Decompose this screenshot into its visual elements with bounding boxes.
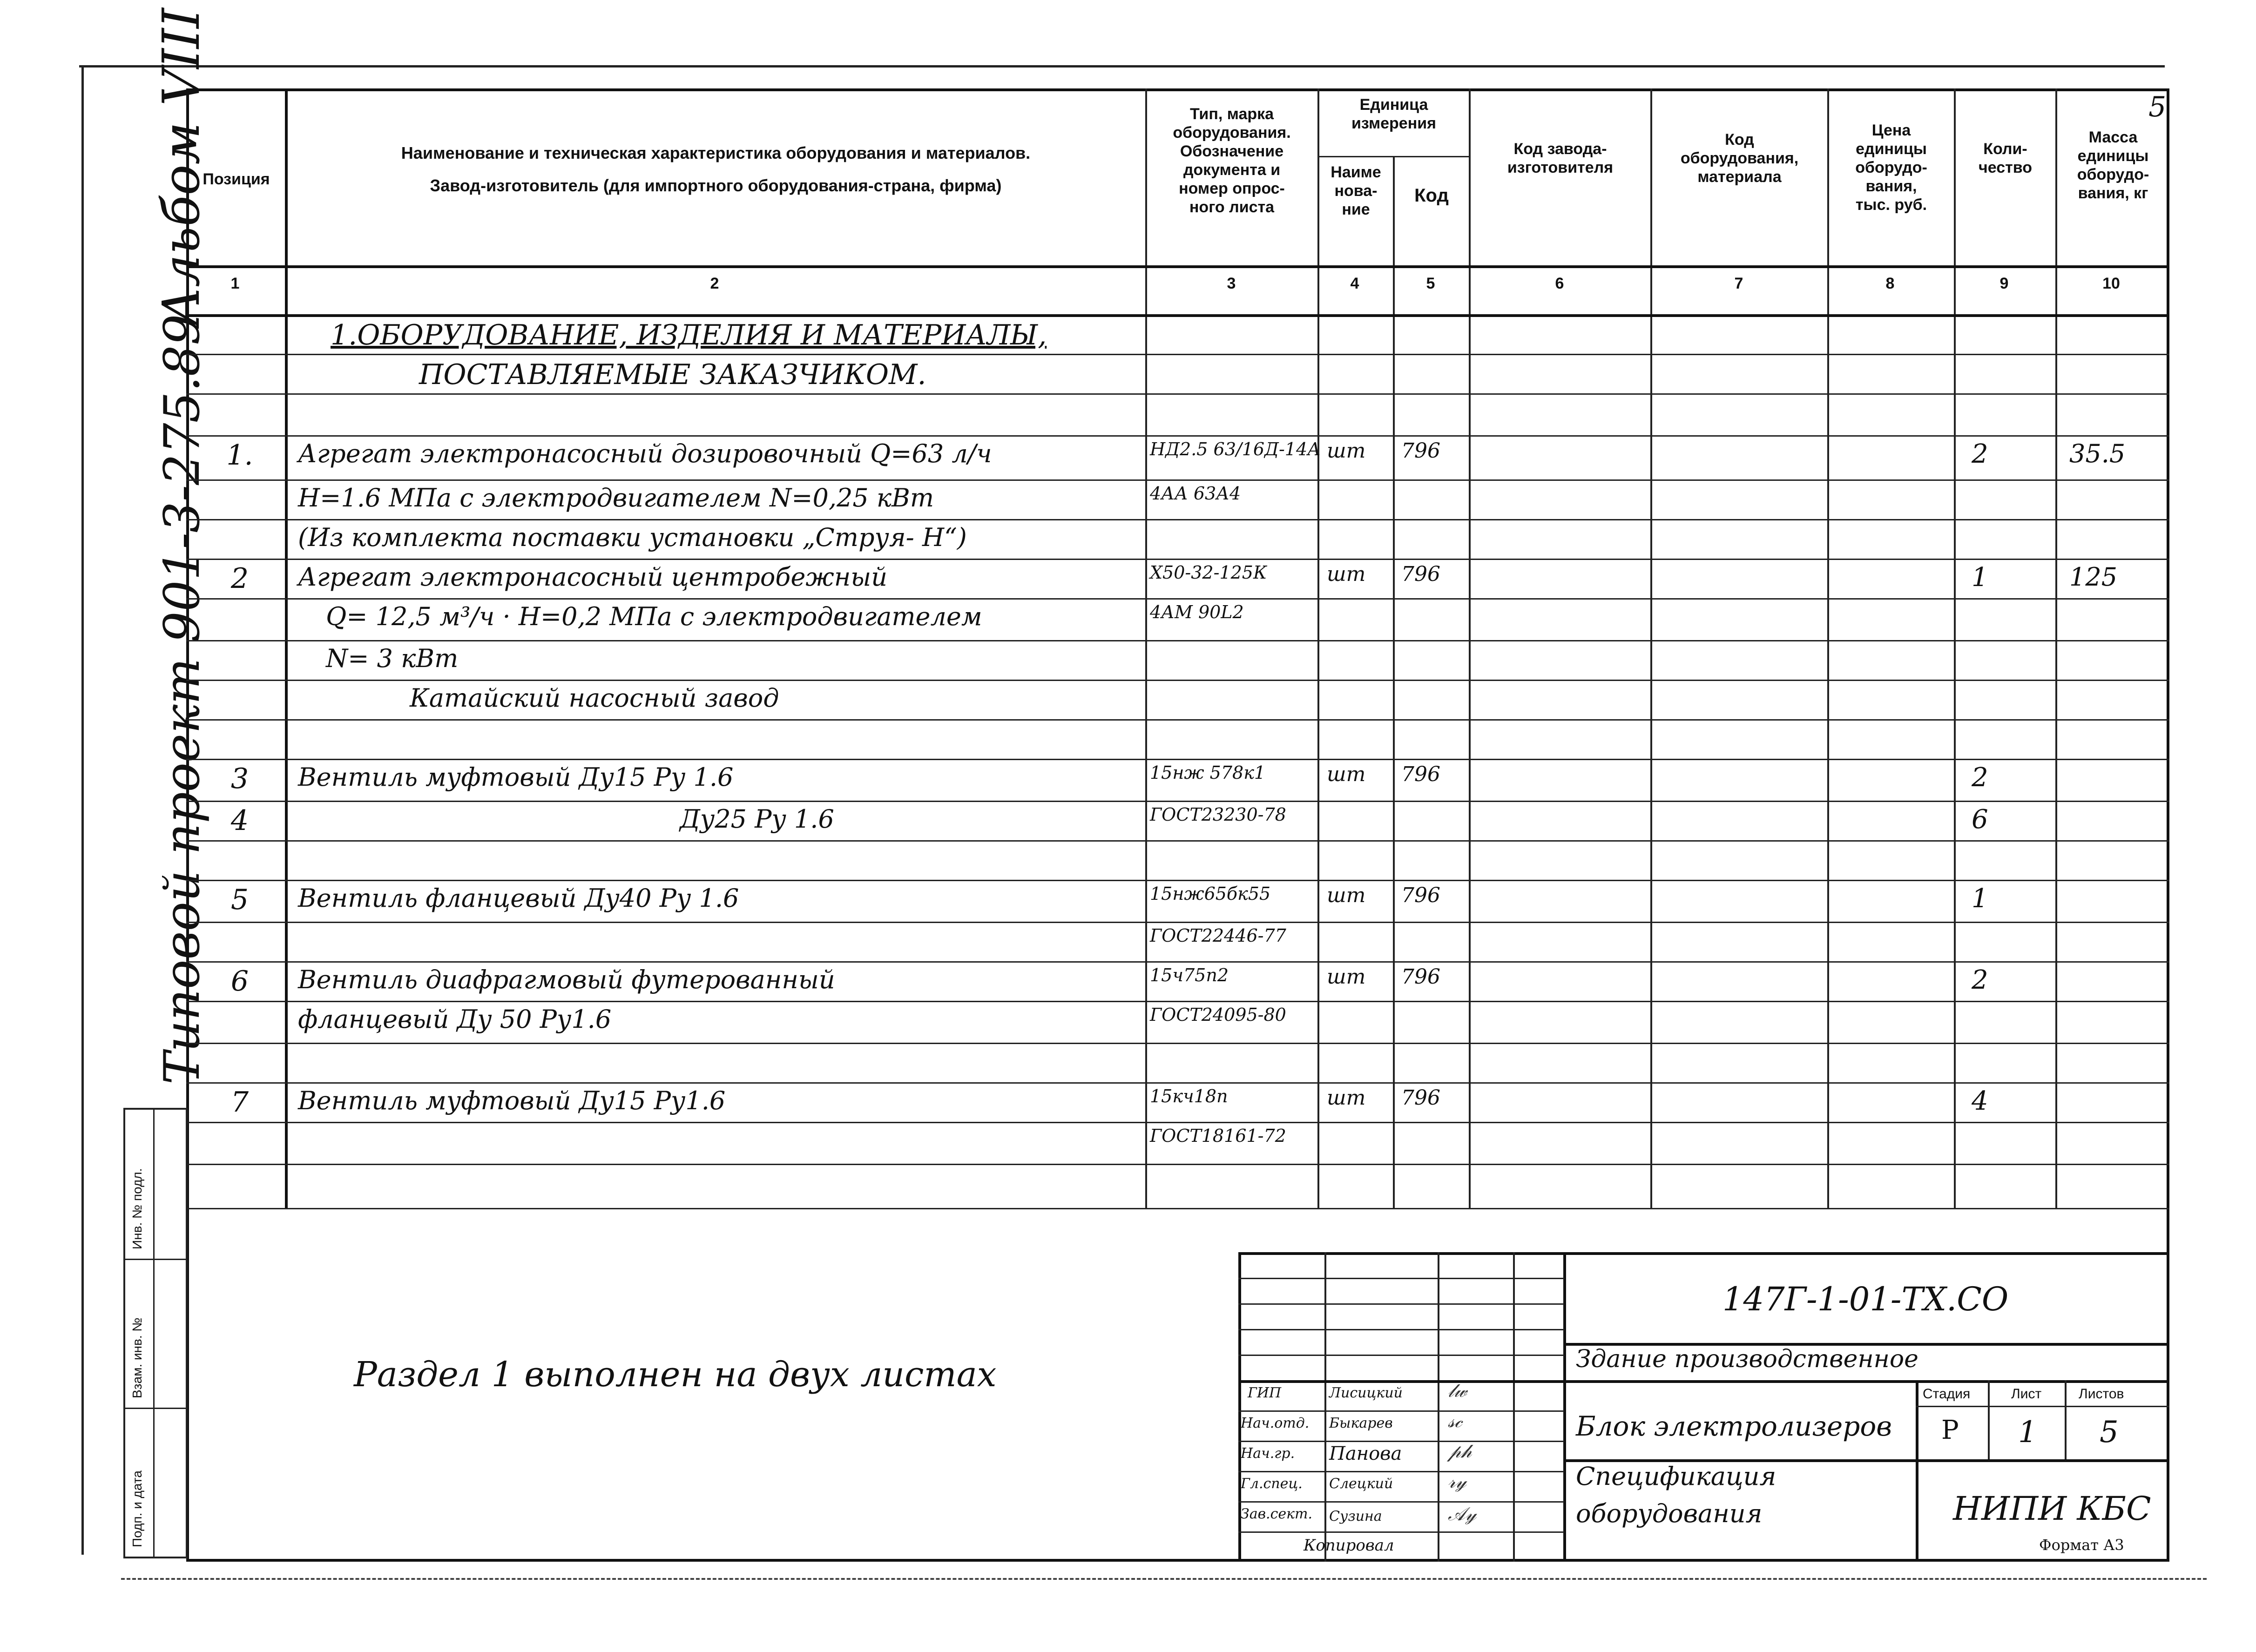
tb-line [2065, 1380, 2067, 1459]
tb-line [1238, 1355, 1564, 1356]
col-number-1: 1 [230, 275, 240, 292]
section-title-line2: ПОСТАВЛЯЕМЫЕ ЗАКАЗЧИКОМ. [419, 358, 926, 391]
row-quantity: 2 [1972, 965, 1988, 995]
col-number-7: 7 [1734, 275, 1743, 292]
approval-stamp [123, 1108, 188, 1558]
tb-line [1238, 1329, 1564, 1330]
row-unit-code: 796 [1401, 883, 1440, 907]
col-number-3: 3 [1227, 275, 1236, 292]
row-line [186, 435, 2169, 437]
row-name: Агрегат электронасосный дозировочный Q=63 л/ч [298, 439, 992, 468]
row-name: N= 3 кВт [326, 644, 459, 673]
row-quantity: 4 [1972, 1086, 1988, 1116]
row-unit: шт [1327, 562, 1366, 586]
row-position: 6 [230, 965, 249, 998]
row-line [186, 719, 2169, 721]
person-6: Сузина [1329, 1508, 1382, 1524]
row-line [186, 961, 2169, 963]
stamp-label-2: Взам. инв. № [130, 1317, 144, 1398]
bottom-rule [121, 1578, 2207, 1580]
header-equipment-code: Код оборудования, материала [1680, 131, 1799, 186]
row-line [186, 922, 2169, 923]
header-unit-group: Единица измерения [1351, 96, 1436, 132]
sheets-value: 5 [2100, 1415, 2119, 1450]
header-mass: Масса единицы оборудо- вания, кг [2077, 128, 2149, 202]
row-line [186, 393, 2169, 395]
row-position: 2 [230, 562, 249, 595]
row-position: 3 [230, 762, 249, 795]
tb-line [1238, 1501, 1564, 1503]
row-unit-code: 796 [1401, 439, 1440, 463]
person-2: Быкарев [1329, 1415, 1393, 1431]
row-line [186, 519, 2169, 520]
row-unit: шт [1327, 883, 1366, 907]
sheets-label: Листов [2079, 1386, 2124, 1402]
row-line [186, 801, 2169, 802]
row-quantity: 2 [1972, 762, 1988, 793]
album-label: Альбом VIII [151, 8, 211, 326]
signature-2: 𝓈𝒸 [1448, 1410, 1462, 1432]
row-quantity: 2 [1972, 439, 1988, 469]
sheet-label: Лист [2011, 1386, 2042, 1402]
signature-1: 𝓁𝓌 [1448, 1380, 1467, 1402]
signature-6: 𝒜𝓎 [1448, 1504, 1477, 1525]
row-line [186, 479, 2169, 481]
tb-line [1324, 1252, 1326, 1562]
doc-code: 147Г-1-01-ТХ.СО [1722, 1280, 2009, 1318]
row-type: 15нж 578к1 [1150, 762, 1266, 783]
col-number-10: 10 [2102, 275, 2120, 292]
tb-line [1916, 1406, 2169, 1407]
col-number-4: 4 [1350, 275, 1359, 292]
col-number-6: 6 [1555, 275, 1564, 292]
col-number-9: 9 [1999, 275, 2009, 292]
row-name: Q= 12,5 м³/ч · Н=0,2 МПа с электродвигателем [326, 602, 982, 631]
row-type: 15нж65бк55 [1150, 883, 1271, 904]
row-position: 7 [230, 1086, 249, 1119]
tb-line [1238, 1471, 1564, 1472]
building-name: Здание производственное [1576, 1345, 1918, 1373]
header-position: Позиция [203, 170, 270, 188]
row-unit: шт [1327, 762, 1366, 786]
row-type: 4АА 63А4 [1150, 483, 1241, 504]
header-unit-code: Код [1414, 185, 1449, 206]
role-1: ГИП [1248, 1385, 1282, 1401]
col-line [1317, 88, 1319, 1208]
tb-line [1238, 1410, 1564, 1412]
header-name-line2: Завод-изготовитель (для импортного оборудования-страна, фирма) [430, 176, 1002, 195]
row-unit: шт [1327, 439, 1366, 463]
signature-3: 𝓅𝒽 [1448, 1441, 1472, 1462]
project-label: Типовой проект 901-3-275.89 [154, 314, 210, 1085]
row-position: 4 [230, 804, 249, 837]
col-line [1469, 88, 1471, 1208]
row-line [186, 598, 2169, 600]
section-note: Раздел 1 выполнен на двух листах [354, 1355, 997, 1395]
row-name: Агрегат электронасосный центробежный [298, 562, 888, 592]
row-line [186, 1208, 2169, 1209]
row-type: ГОСТ18161-72 [1150, 1126, 1286, 1146]
row-position: 1. [226, 439, 253, 472]
row-line [186, 354, 2169, 355]
row-name: Ду25 Ру 1.6 [680, 804, 834, 834]
object-name: Блок электролизеров [1576, 1410, 1892, 1442]
row-type: ГОСТ24095-80 [1150, 1005, 1286, 1025]
row-type: Х50-32-125К [1150, 562, 1267, 583]
stamp-label-1: Инв. № подл. [130, 1168, 144, 1249]
tb-line [1916, 1380, 1918, 1562]
row-type: 4АМ 90L2 [1150, 602, 1244, 622]
tb-line [1238, 1303, 1564, 1305]
stage-label: Стадия [1923, 1386, 1971, 1402]
col-line [285, 88, 288, 1208]
person-1: Лисицкий [1329, 1385, 1403, 1401]
row-line [186, 840, 2169, 842]
row-unit-code: 796 [1401, 965, 1440, 989]
row-unit: шт [1327, 1086, 1366, 1110]
role-2: Нач.отд. [1241, 1415, 1310, 1431]
tb-line [1238, 1380, 1564, 1383]
row-type: ГОСТ23230-78 [1150, 804, 1286, 825]
header-type: Тип, марка оборудования. Обозначение документа и номер опрос- ного листа [1173, 105, 1291, 216]
header-plant-code: Код завода- изготовителя [1507, 140, 1614, 176]
row-mass: 35.5 [2069, 439, 2126, 468]
header-quantity: Коли- чество [1979, 140, 2032, 176]
copied-label: Копировал [1304, 1536, 1394, 1555]
col-number-2: 2 [710, 275, 719, 292]
role-4: Гл.спец. [1241, 1476, 1303, 1492]
role-3: Нач.гр. [1241, 1445, 1295, 1462]
row-name: Н=1.6 МПа с электродвигателем N=0,25 кВт [298, 483, 934, 512]
stamp-label-3: Подп. и дата [130, 1470, 144, 1547]
row-name: Вентиль муфтовый Ду15 Ру 1.6 [298, 762, 734, 792]
row-type: НД2.5 63/16Д-14А [1150, 439, 1321, 459]
tb-line [1563, 1252, 1566, 1562]
col-line [1393, 156, 1395, 1208]
numbers-bottom [186, 314, 2169, 317]
row-line [186, 1001, 2169, 1002]
row-mass: 125 [2069, 562, 2118, 592]
unit-group-line [1317, 156, 1469, 157]
row-type: ГОСТ22446-77 [1150, 925, 1286, 946]
col-line [1954, 88, 1956, 1208]
row-line [186, 880, 2169, 881]
header-bottom [186, 265, 2169, 268]
sheet-value: 1 [2018, 1415, 2037, 1450]
row-line [186, 1164, 2169, 1165]
row-quantity: 1 [1972, 562, 1988, 593]
row-unit-code: 796 [1401, 1086, 1440, 1110]
person-4: Слецкий [1329, 1476, 1393, 1492]
row-line [186, 559, 2169, 560]
row-line [186, 1082, 2169, 1084]
col-line [2055, 88, 2057, 1208]
doc-title-1: Спецификация [1576, 1462, 1776, 1491]
row-unit-code: 796 [1401, 562, 1440, 586]
row-line [186, 759, 2169, 760]
row-type: 15кч18п [1150, 1086, 1228, 1106]
row-line [186, 640, 2169, 641]
signature-4: 𝓇𝓎 [1448, 1471, 1466, 1492]
col-number-5: 5 [1426, 275, 1435, 292]
row-name: Вентиль фланцевый Ду40 Ру 1.6 [298, 883, 739, 913]
header-name-line1: Наименование и техническая характеристика оборудования и материалов. [401, 143, 1031, 162]
col-line [1827, 88, 1829, 1208]
col-number-8: 8 [1885, 275, 1895, 292]
row-type: 15ч75п2 [1150, 965, 1229, 985]
row-name: Вентиль муфтовый Ду15 Ру1.6 [298, 1086, 726, 1115]
tb-line [1438, 1252, 1439, 1562]
stage-value: Р [1941, 1415, 1959, 1445]
row-unit-code: 796 [1401, 762, 1440, 786]
row-name: Вентиль диафрагмовый футерованный [298, 965, 835, 994]
left-rule [81, 65, 84, 1555]
tb-line [1988, 1380, 1990, 1459]
organization: НИПИ КБС [1953, 1490, 2151, 1528]
tb-line [1513, 1252, 1515, 1562]
role-5: Зав.сект. [1241, 1506, 1313, 1522]
row-line [186, 1043, 2169, 1044]
tb-line [1238, 1278, 1564, 1279]
row-name: Катайский насосный завод [410, 683, 779, 713]
row-name: (Из комплекта поставки установки „Струя- Н“) [298, 523, 967, 552]
col-line [1145, 88, 1147, 1208]
row-line [186, 1122, 2169, 1123]
sheet-number: 5 [2148, 91, 2167, 123]
top-rule [79, 65, 2165, 67]
header-unit-name: Наиме нова- ние [1331, 163, 1381, 218]
header-price: Цена единицы оборудо- вания, тыс. руб. [1855, 121, 1927, 214]
col-line [1650, 88, 1652, 1208]
tb-line [1563, 1380, 2168, 1383]
section-title-line1: 1.ОБОРУДОВАНИЕ, ИЗДЕЛИЯ И МАТЕРИАЛЫ, [331, 319, 1047, 351]
person-3: Панова [1329, 1443, 1402, 1464]
row-quantity: 1 [1972, 883, 1988, 914]
row-line [186, 680, 2169, 681]
doc-title-2: оборудования [1576, 1499, 1763, 1528]
tb-line [1238, 1441, 1564, 1442]
tb-line [1238, 1531, 1564, 1533]
row-unit: шт [1327, 965, 1366, 989]
row-position: 5 [230, 883, 249, 916]
format-label: Формат А3 [2039, 1536, 2124, 1554]
row-name: фланцевый Ду 50 Ру1.6 [298, 1005, 612, 1034]
row-quantity: 6 [1972, 804, 1988, 835]
